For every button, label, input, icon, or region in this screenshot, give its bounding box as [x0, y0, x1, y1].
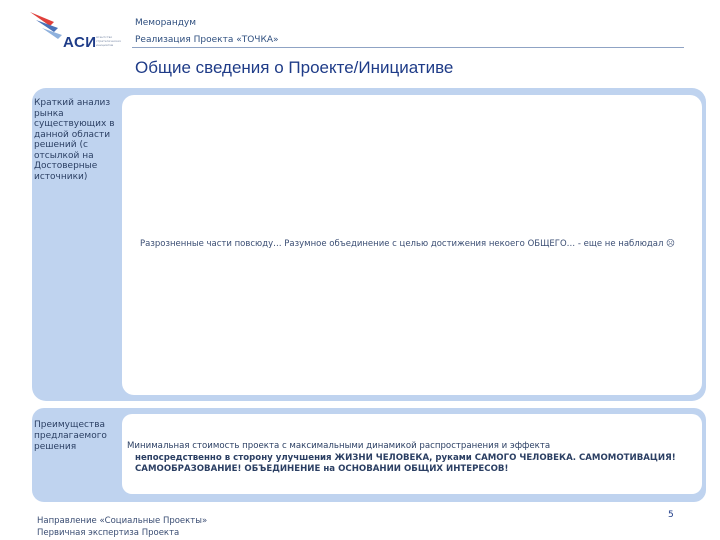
- footer-expertise: Первичная экспертиза Проекта: [37, 528, 180, 538]
- advantages-label: Преимущества предлагаемого решения: [34, 420, 107, 452]
- project-label: Реализация Проекта «ТОЧКА»: [135, 35, 279, 45]
- logo-subtext: Агентство стратегических инициатив: [96, 35, 122, 47]
- memo-label: Меморандум: [135, 18, 197, 28]
- logo-text: АСИ: [63, 34, 97, 51]
- advantages-text-line-1: Минимальная стоимость проекта с максимальными динамикой распространения и эффекта: [127, 441, 551, 451]
- market-analysis-label: Краткий анализ рынка существующих в данной области решений (с отсылкой на Достоверные источники): [34, 98, 115, 182]
- footer-direction: Направление «Социальные Проекты»: [37, 516, 208, 526]
- advantages-text-line-2: непосредственно в сторону улучшения ЖИЗНИ ЧЕЛОВЕКА, руками САМОГО ЧЕЛОВЕКА. САМОМОТИВАЦИЯ!: [135, 452, 676, 463]
- page-number: 5: [668, 510, 674, 520]
- market-analysis-text: Разрозненные части повсюду… Разумное объединение с целью достижения некоего ОБЩЕГО… - еще не наблюдал ☹: [140, 239, 675, 249]
- advantages-text: [127, 441, 702, 476]
- page-title: Общие сведения о Проекте/Инициативе: [135, 58, 454, 77]
- header-divider: [132, 47, 684, 48]
- advantages-text-line-3: САМООБРАЗОВАНИЕ! ОБЪЕДИНЕНИЕ на ОСНОВАНИИ ОБЩИХ ИНТЕРЕСОВ!: [135, 464, 509, 474]
